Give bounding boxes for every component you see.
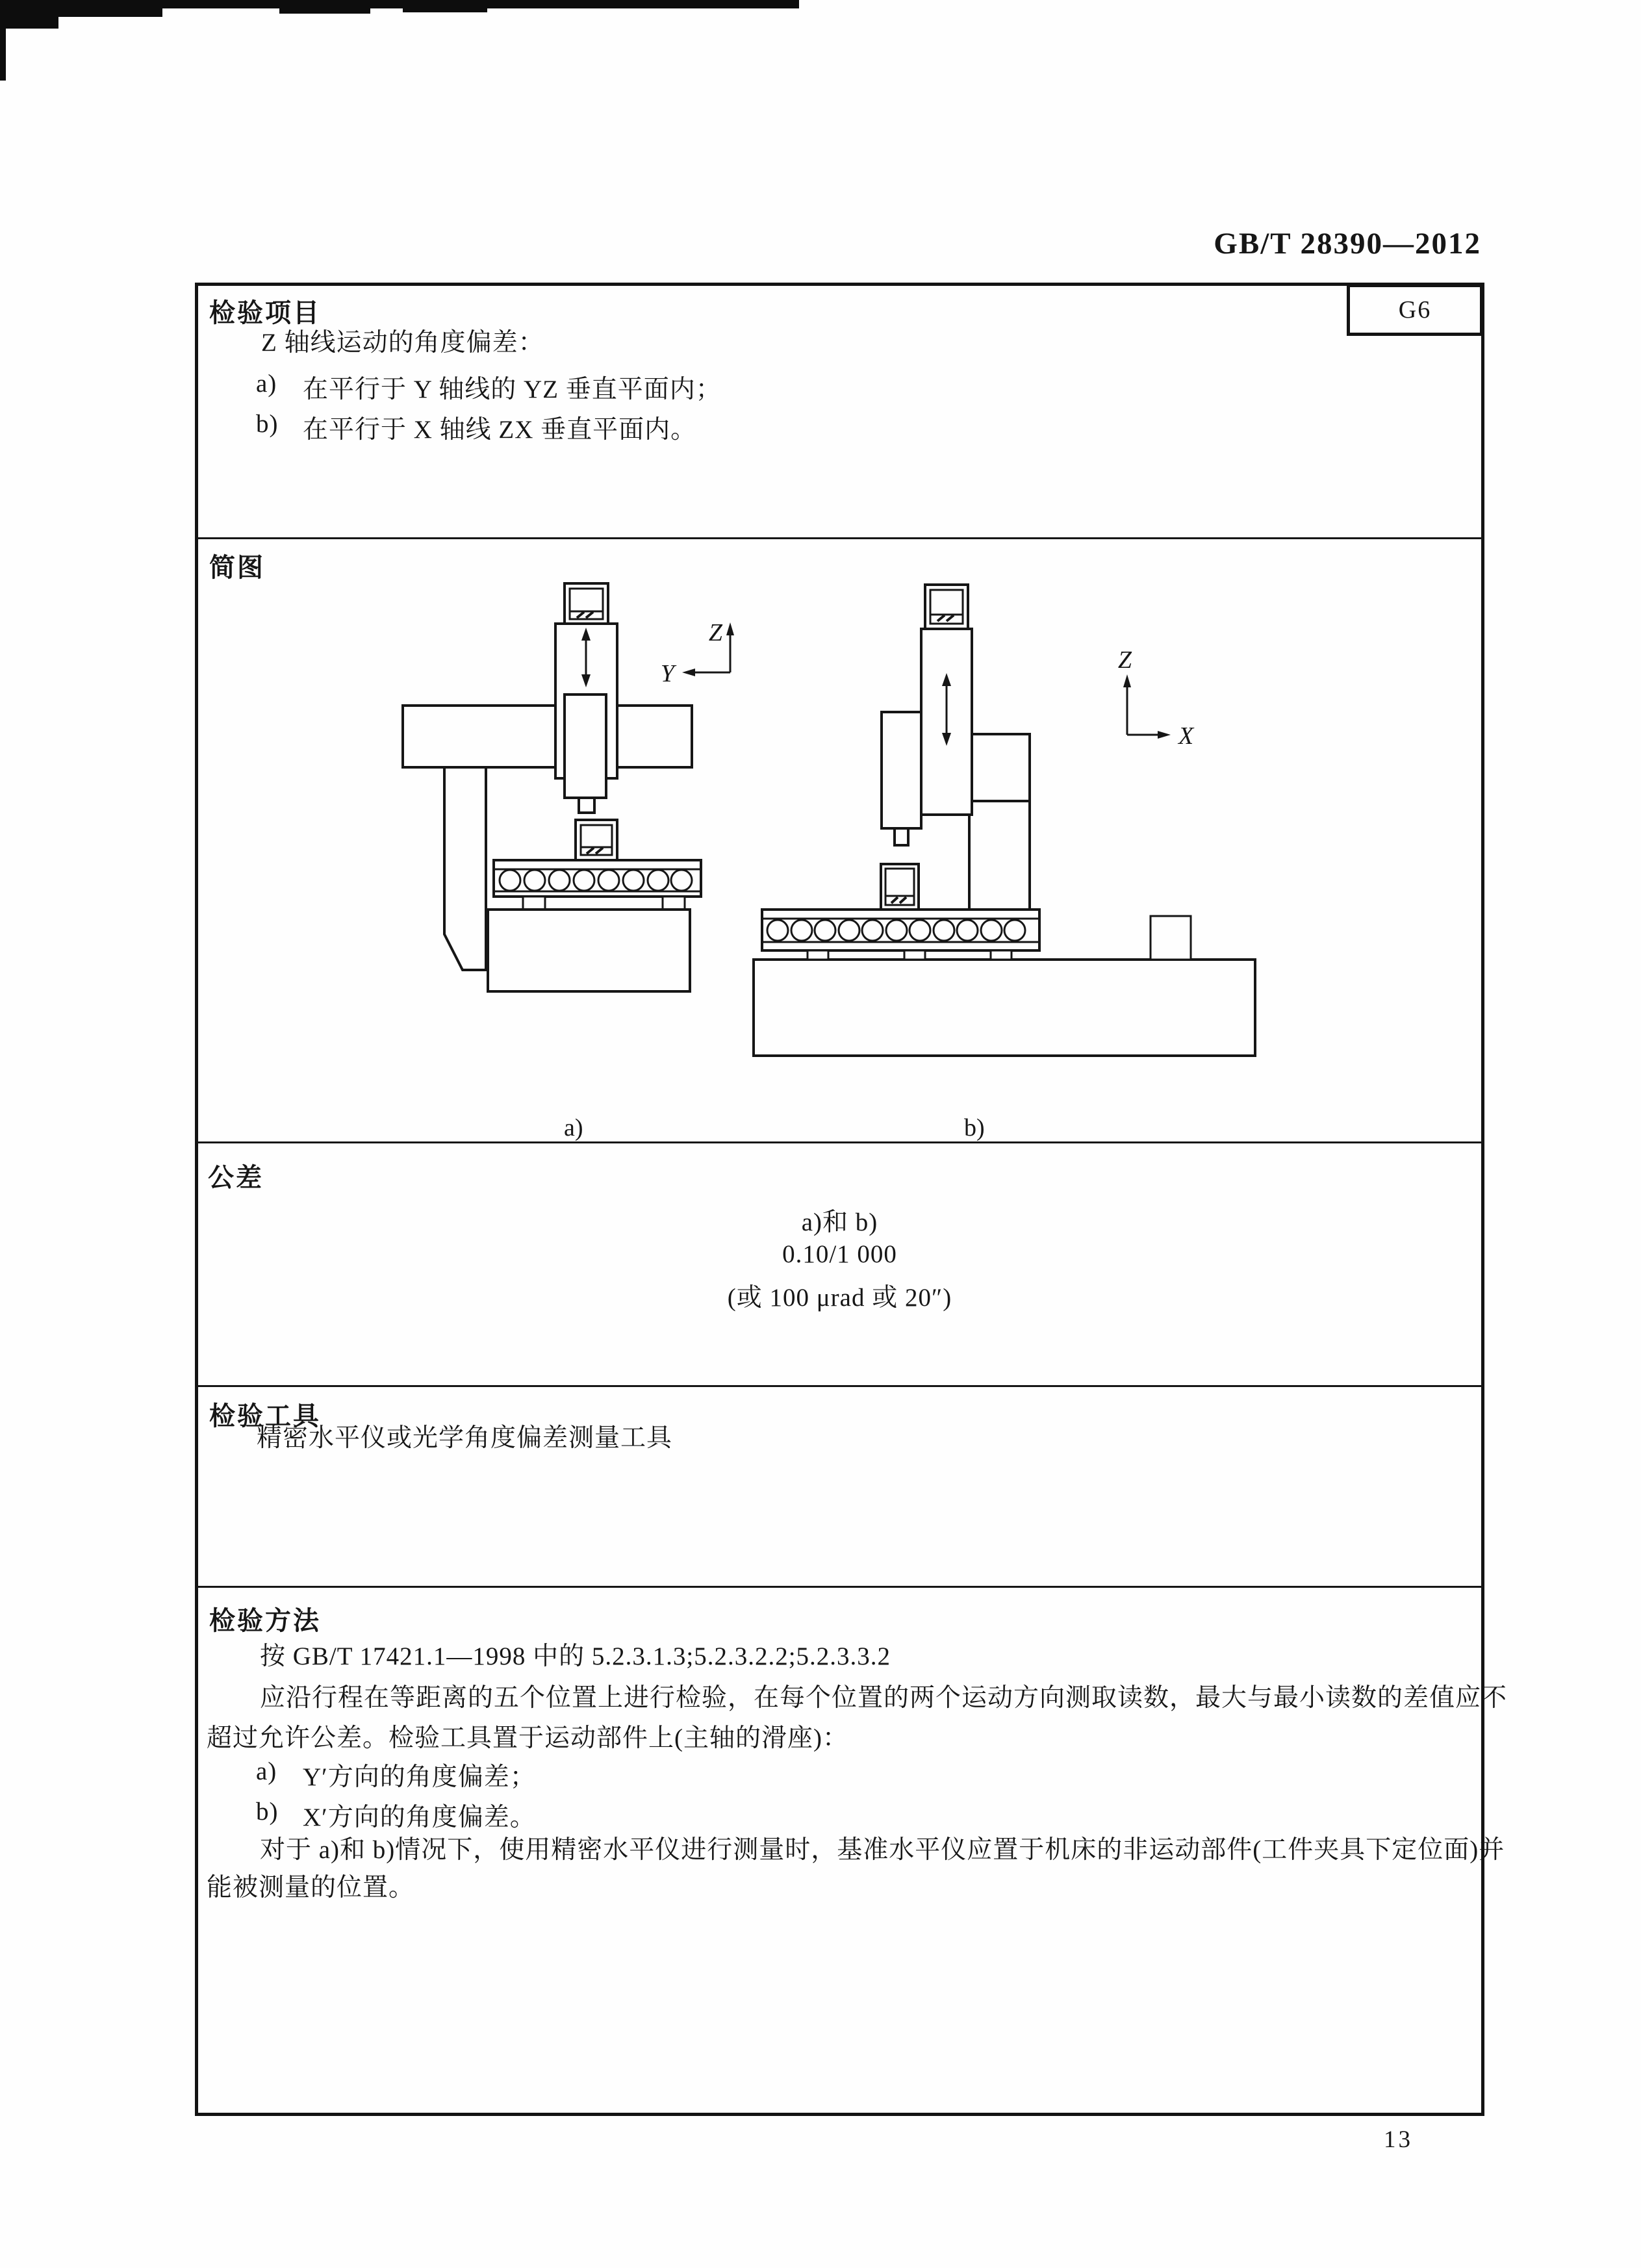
worktable-b — [762, 910, 1039, 950]
inspection-tool-text: 精密水平仪或光学角度偏差测量工具 — [257, 1424, 673, 1452]
section-divider — [197, 1586, 1482, 1588]
inspection-method-label: 检验方法 — [209, 1607, 321, 1635]
item-text: Y′方向的角度偏差； — [303, 1763, 536, 1791]
tolerance-label: 公差 — [208, 1164, 264, 1192]
axis-z-label-b: Z — [1117, 646, 1132, 674]
axes-a — [661, 619, 734, 687]
axes-b — [1118, 646, 1195, 750]
caption-a: a) — [564, 1114, 583, 1141]
item-text: 在平行于 X 轴线 ZX 垂直平面内。 — [303, 416, 697, 444]
scan-artifact — [403, 0, 487, 12]
inspection-item-b — [256, 409, 696, 446]
machine-diagrams — [195, 539, 1484, 1143]
scan-artifact — [279, 0, 370, 14]
axis-y-label-a: Y — [660, 660, 674, 687]
inspection-item-label: 检验项目 — [209, 299, 321, 327]
level-instrument-icon — [881, 864, 919, 910]
standard-code: GB/T 28390—2012 — [1214, 227, 1481, 261]
item-code-badge: G6 — [1347, 284, 1483, 336]
inspection-tool-label: 检验工具 — [209, 1402, 321, 1431]
tolerance-line: 0.10/1 000 — [782, 1240, 897, 1268]
item-text: X′方向的角度偏差。 — [303, 1803, 536, 1831]
tolerance-line: (或 100 μrad 或 20″) — [727, 1284, 952, 1312]
method-reference: 按 GB/T 17421.1—1998 中的 5.2.3.1.3;5.2.3.2.2;5.2.3.3.2 — [260, 1642, 891, 1670]
worktable-a — [494, 860, 701, 897]
section-divider — [197, 1385, 1482, 1387]
method-paragraph1-line1: 应沿行程在等距离的五个位置上进行检验，在每个位置的两个运动方向测取读数，最大与最小读数的差值应不 — [260, 1684, 1508, 1712]
inspection-item-a — [256, 369, 722, 405]
diagram-label: 简图 — [209, 554, 265, 582]
method-paragraph2-line1: 对于 a)和 b)情况下，使用精密水平仪进行测量时，基准水平仪应置于机床的非运动部件(工件夹具下定位面)并 — [260, 1836, 1505, 1864]
scan-artifact — [0, 29, 6, 81]
method-paragraph1-line2: 超过允许公差。检验工具置于运动部件上(主轴的滑座)： — [207, 1724, 848, 1752]
item-marker: a) — [256, 370, 277, 398]
machine-a-figure — [403, 583, 734, 991]
scan-artifact — [58, 0, 162, 17]
method-item-a — [256, 1757, 536, 1793]
machine-b-figure — [754, 585, 1255, 1056]
method-paragraph2-line2: 能被测量的位置。 — [207, 1874, 415, 1902]
axis-x-label-b: X — [1178, 722, 1194, 750]
scan-artifact — [0, 0, 58, 29]
page-number: 13 — [1384, 2126, 1413, 2153]
item-marker: b) — [256, 1798, 279, 1826]
item-text: 在平行于 Y 轴线的 YZ 垂直平面内； — [303, 376, 722, 403]
level-instrument-icon — [576, 820, 617, 860]
method-item-b — [256, 1797, 536, 1833]
item-marker: b) — [256, 410, 279, 438]
axis-z-label-a: Z — [708, 619, 722, 646]
tolerance-line: a)和 b) — [801, 1208, 878, 1236]
level-instrument-icon — [925, 585, 968, 629]
item-marker: a) — [256, 1757, 277, 1785]
inspection-item-intro: Z 轴线运动的角度偏差： — [261, 329, 544, 357]
caption-b: b) — [964, 1114, 985, 1141]
level-instrument-icon — [565, 583, 608, 624]
